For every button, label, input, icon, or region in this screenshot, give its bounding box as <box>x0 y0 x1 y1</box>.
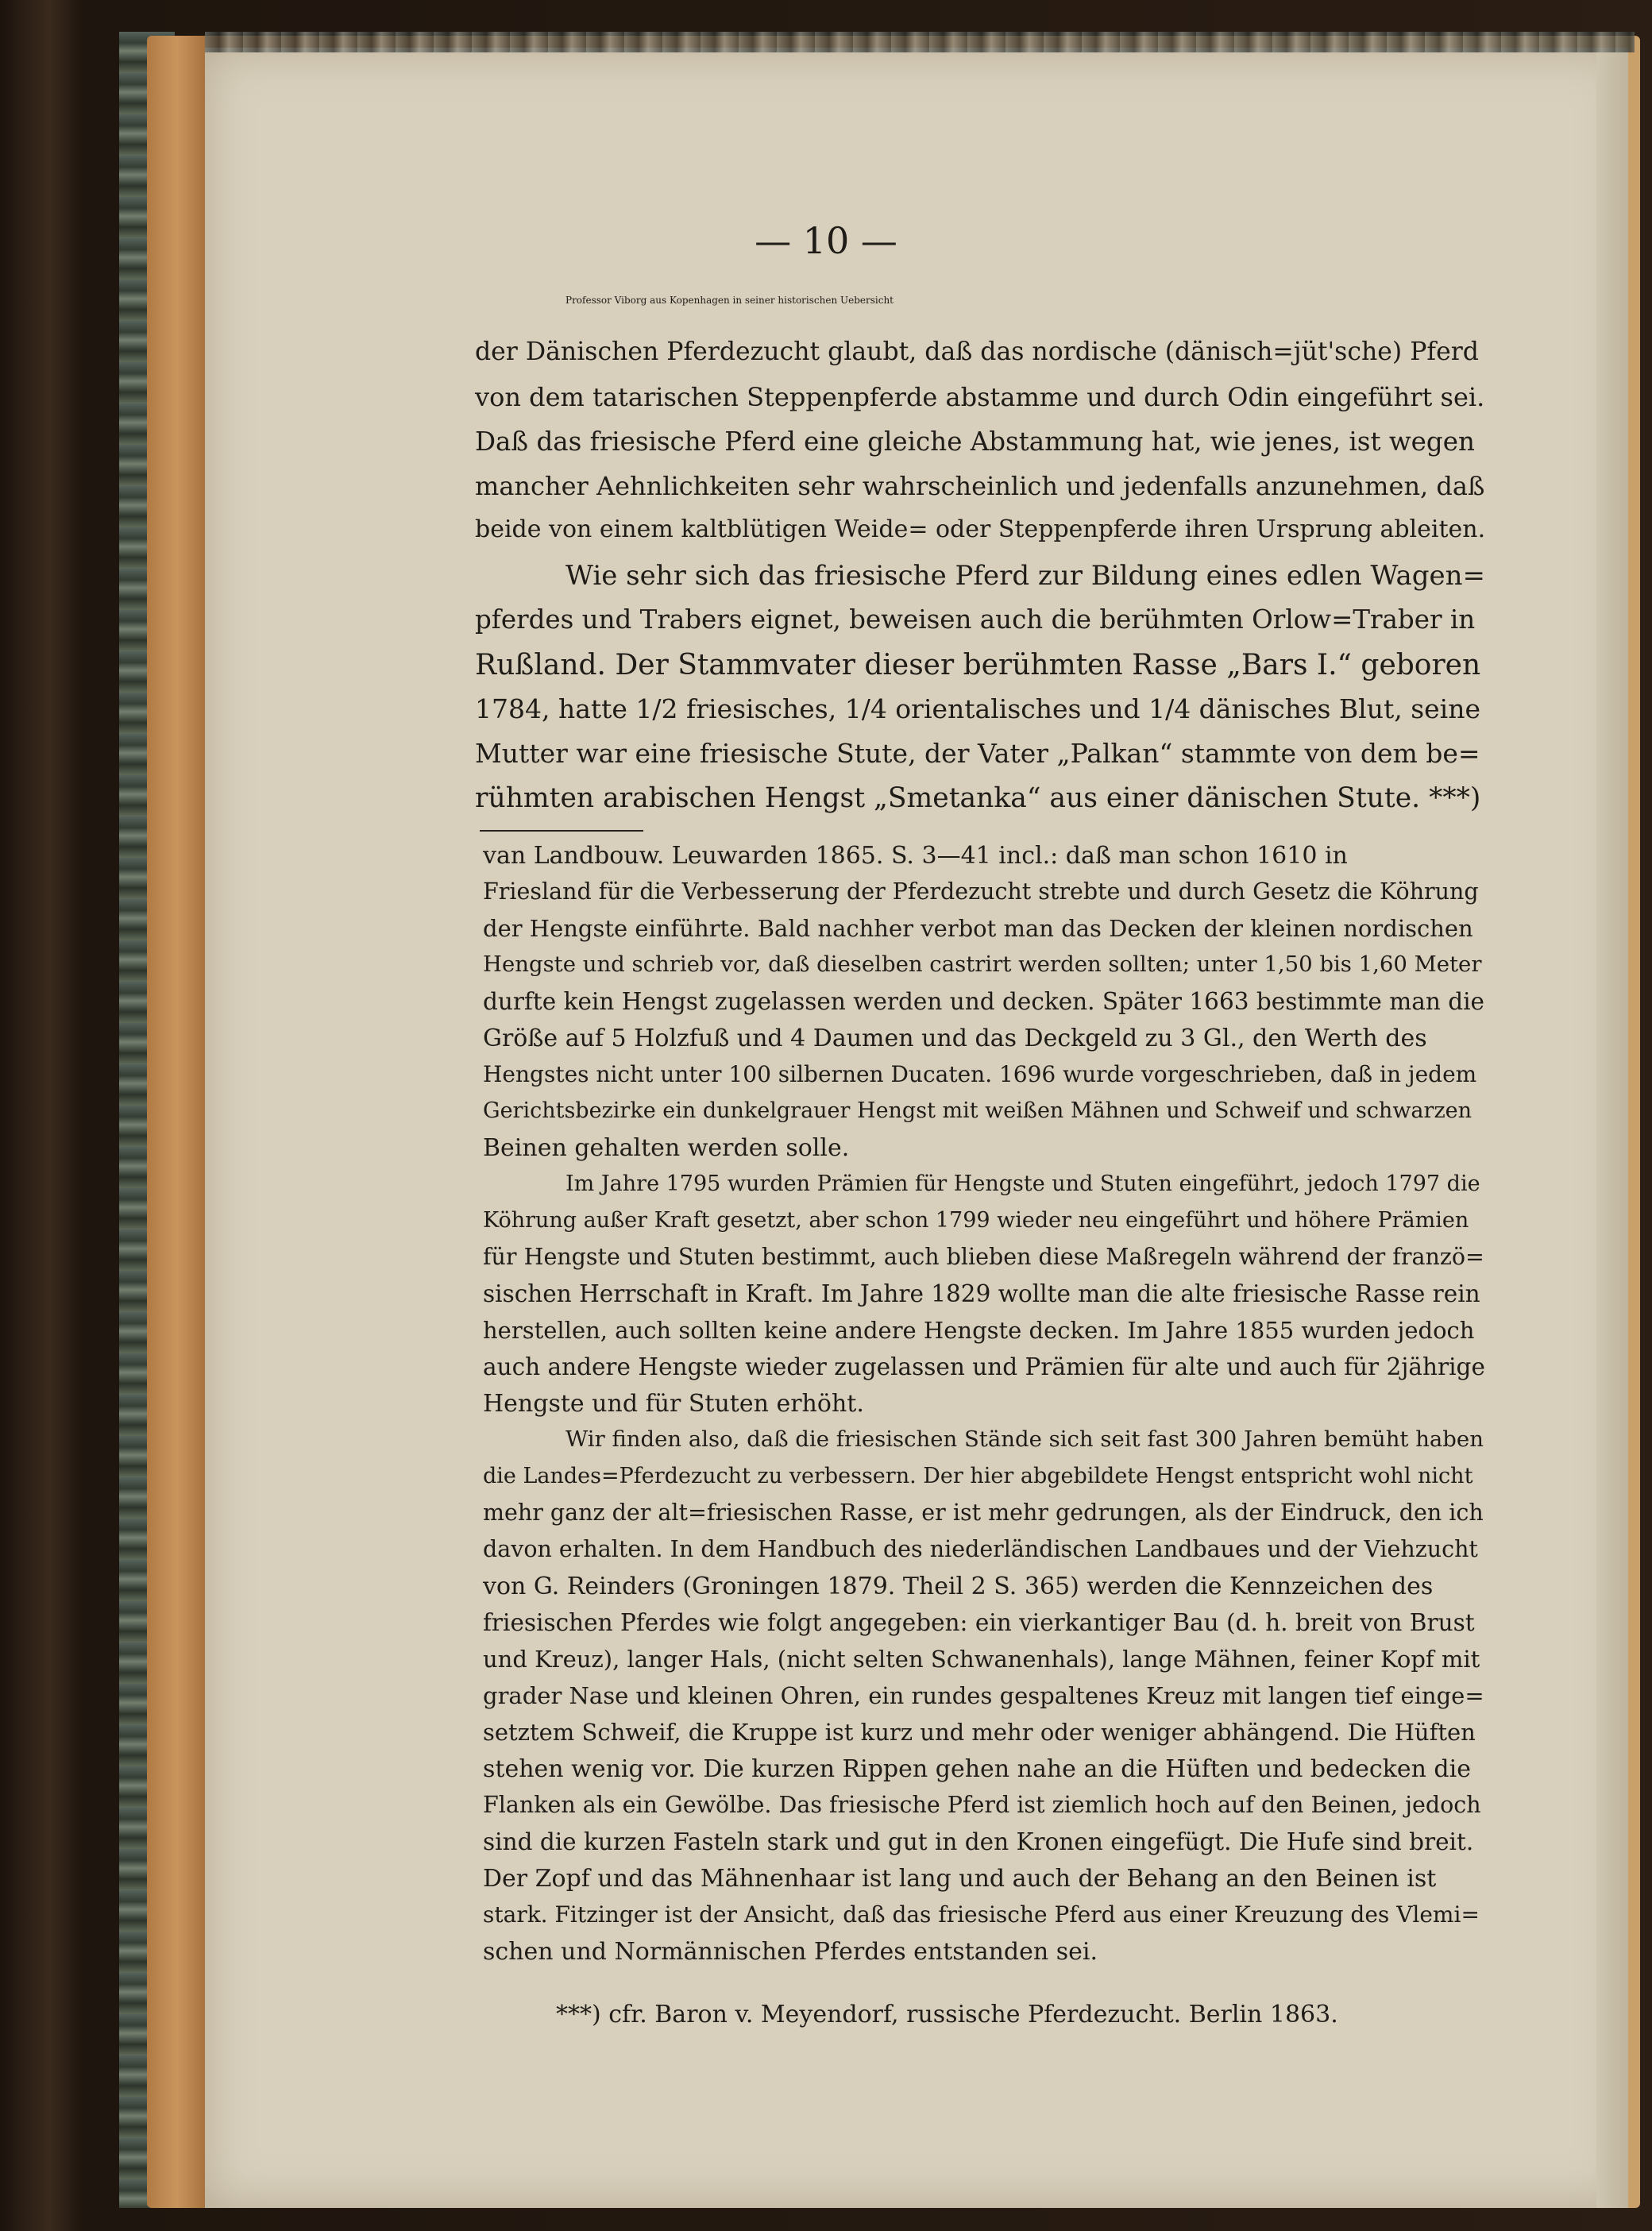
body-line: mancher Aehnlichkeiten sehr wahrscheinlich und jedenfalls anzunehmen, daß <box>475 471 1485 501</box>
footnote-line: Der Zopf und das Mähnenhaar ist lang und auch der Behang an den Beinen ist <box>483 1865 1437 1893</box>
footnote-line: Hengste und schrieb vor, daß dieselben castrirt werden sollten; unter 1,50 bis 1,60 Meter <box>483 951 1482 977</box>
footnote-line: durfte kein Hengst zugelassen werden und decken. Später 1663 bestimmte man die <box>483 988 1484 1015</box>
footnote-line: auch andere Hengste wieder zugelassen und Prämien für alte und auch für 2jährige <box>483 1353 1485 1380</box>
footnote-line: Hengstes nicht unter 100 silbernen Ducaten. 1696 wurde vorgeschrieben, daß in jedem <box>483 1061 1477 1087</box>
footnote-line: Hengste und für Stuten erhöht. <box>483 1390 864 1418</box>
footnote-line: schen und Normännischen Pferdes entstanden sei. <box>483 1938 1098 1966</box>
footnote-rule <box>480 830 643 832</box>
footnote-line: sischen Herrschaft in Kraft. Im Jahre 1829 wollte man die alte friesische Rasse rein <box>483 1280 1480 1307</box>
body-line: Wie sehr sich das friesische Pferd zur Bildung eines edlen Wagen= <box>565 560 1486 592</box>
footnote-line: Größe auf 5 Holzfuß und 4 Daumen und das Deckgeld zu 3 Gl., den Werth des <box>483 1025 1427 1052</box>
footnote-line: sind die kurzen Fasteln stark und gut in den Kronen eingefügt. Die Hufe sind breit. <box>483 1828 1474 1855</box>
body-line: beide von einem kaltblütigen Weide= oder Steppenpferde ihren Ursprung ableiten. <box>475 515 1486 543</box>
footnote-line: Gerichtsbezirke ein dunkelgrauer Hengst mit weißen Mähnen und Schweif und schwarzen <box>483 1098 1473 1123</box>
footnote-line: von G. Reinders (Groningen 1879. Theil 2 S. 365) werden die Kennzeichen des <box>483 1573 1434 1600</box>
footnote-line: und Kreuz), langer Hals, (nicht selten Schwanenhals), lange Mähnen, feiner Kopf mit <box>483 1646 1480 1673</box>
footnote-line: Wir finden also, daß die friesischen Stände sich seit fast 300 Jahren bemüht haben <box>565 1426 1484 1452</box>
body-line: von dem tatarischen Steppenpferde abstamme und durch Odin eingeführt sei. <box>475 382 1485 412</box>
page-top-edge <box>205 32 1635 52</box>
body-line: pferdes und Trabers eignet, beweisen auch die berühmten Orlow=Traber in <box>475 604 1476 635</box>
footnote-line: friesischen Pferdes wie folgt angegeben: ein vierkantiger Bau (d. h. breit von Brust <box>483 1609 1475 1636</box>
body-line: der Dänischen Pferdezucht glaubt, daß das nordische (dänisch=jüt'sche) Pferd <box>475 338 1479 366</box>
footnote-line: die Landes=Pferdezucht zu verbessern. Der hier abgebildete Hengst entspricht wohl nicht <box>483 1464 1473 1488</box>
footnote-line: Friesland für die Verbesserung der Pferdezucht strebte und durch Gesetz die Köhrung <box>483 878 1479 905</box>
footnote-line: Beinen gehalten werden solle. <box>483 1134 850 1162</box>
footnote-line: van Landbouw. Leuwarden 1865. S. 3—41 incl.: daß man schon 1610 in <box>483 842 1348 870</box>
page-number: — 10 — <box>755 219 897 262</box>
body-line: Professor Viborg aus Kopenhagen in seiner historischen Uebersicht <box>565 295 894 306</box>
footnote-line: Im Jahre 1795 wurden Prämien für Hengste und Stuten eingeführt, jedoch 1797 die <box>565 1171 1480 1196</box>
footnote-line: davon erhalten. In dem Handbuch des niederländischen Landbaues und der Viehzucht <box>483 1536 1478 1562</box>
footnote-line: der Hengste einführte. Bald nachher verbot man das Decken der kleinen nordischen <box>483 915 1473 942</box>
body-line: Daß das friesische Pferd eine gleiche Abstammung hat, wie jenes, ist wegen <box>475 427 1475 457</box>
footnote-line: mehr ganz der alt=friesischen Rasse, er ist mehr gedrungen, als der Eindruck, den ich <box>483 1500 1484 1526</box>
body-line: 1784, hatte 1/2 friesisches, 1/4 orientalisches und 1/4 dänisches Blut, seine <box>475 693 1481 724</box>
footnote-citation: ***) cfr. Baron v. Meyendorf, russische Pferdezucht. Berlin 1863. <box>556 2001 1338 2028</box>
footnote-line: für Hengste und Stuten bestimmt, auch blieben diese Maßregeln während der franzö= <box>483 1244 1484 1270</box>
page-right-edge <box>1596 48 1628 2208</box>
footnote-line: stark. Fitzinger ist der Ansicht, daß das friesische Pferd aus einer Kreuzung des Vlemi= <box>483 1901 1480 1928</box>
footnote-line: herstellen, auch sollten keine andere Hengste decken. Im Jahre 1855 wurden jedoch <box>483 1317 1475 1344</box>
footnote-line: Flanken als ein Gewölbe. Das friesische Pferd ist ziemlich hoch auf den Beinen, jedoch <box>483 1792 1481 1818</box>
footnote-line: grader Nase und kleinen Ohren, ein rundes gespaltenes Kreuz mit langen tief einge= <box>483 1682 1484 1709</box>
footnote-line: stehen wenig vor. Die kurzen Rippen gehen nahe an die Hüften und bedecken die <box>483 1755 1471 1783</box>
body-line: rühmten arabischen Hengst „Smetanka“ aus einer dänischen Stute. ***) <box>475 782 1481 814</box>
body-line: Rußland. Der Stammvater dieser berühmten Rasse „Bars I.“ geboren <box>475 649 1481 681</box>
body-line: Mutter war eine friesische Stute, der Vater „Palkan“ stammte von dem be= <box>475 738 1480 769</box>
footnote-line: Köhrung außer Kraft gesetzt, aber schon 1799 wieder neu eingeführt und höhere Prämien <box>483 1208 1469 1233</box>
footnote-line: setztem Schweif, die Kruppe ist kurz und mehr oder weniger abhängend. Die Hüften <box>483 1719 1476 1746</box>
